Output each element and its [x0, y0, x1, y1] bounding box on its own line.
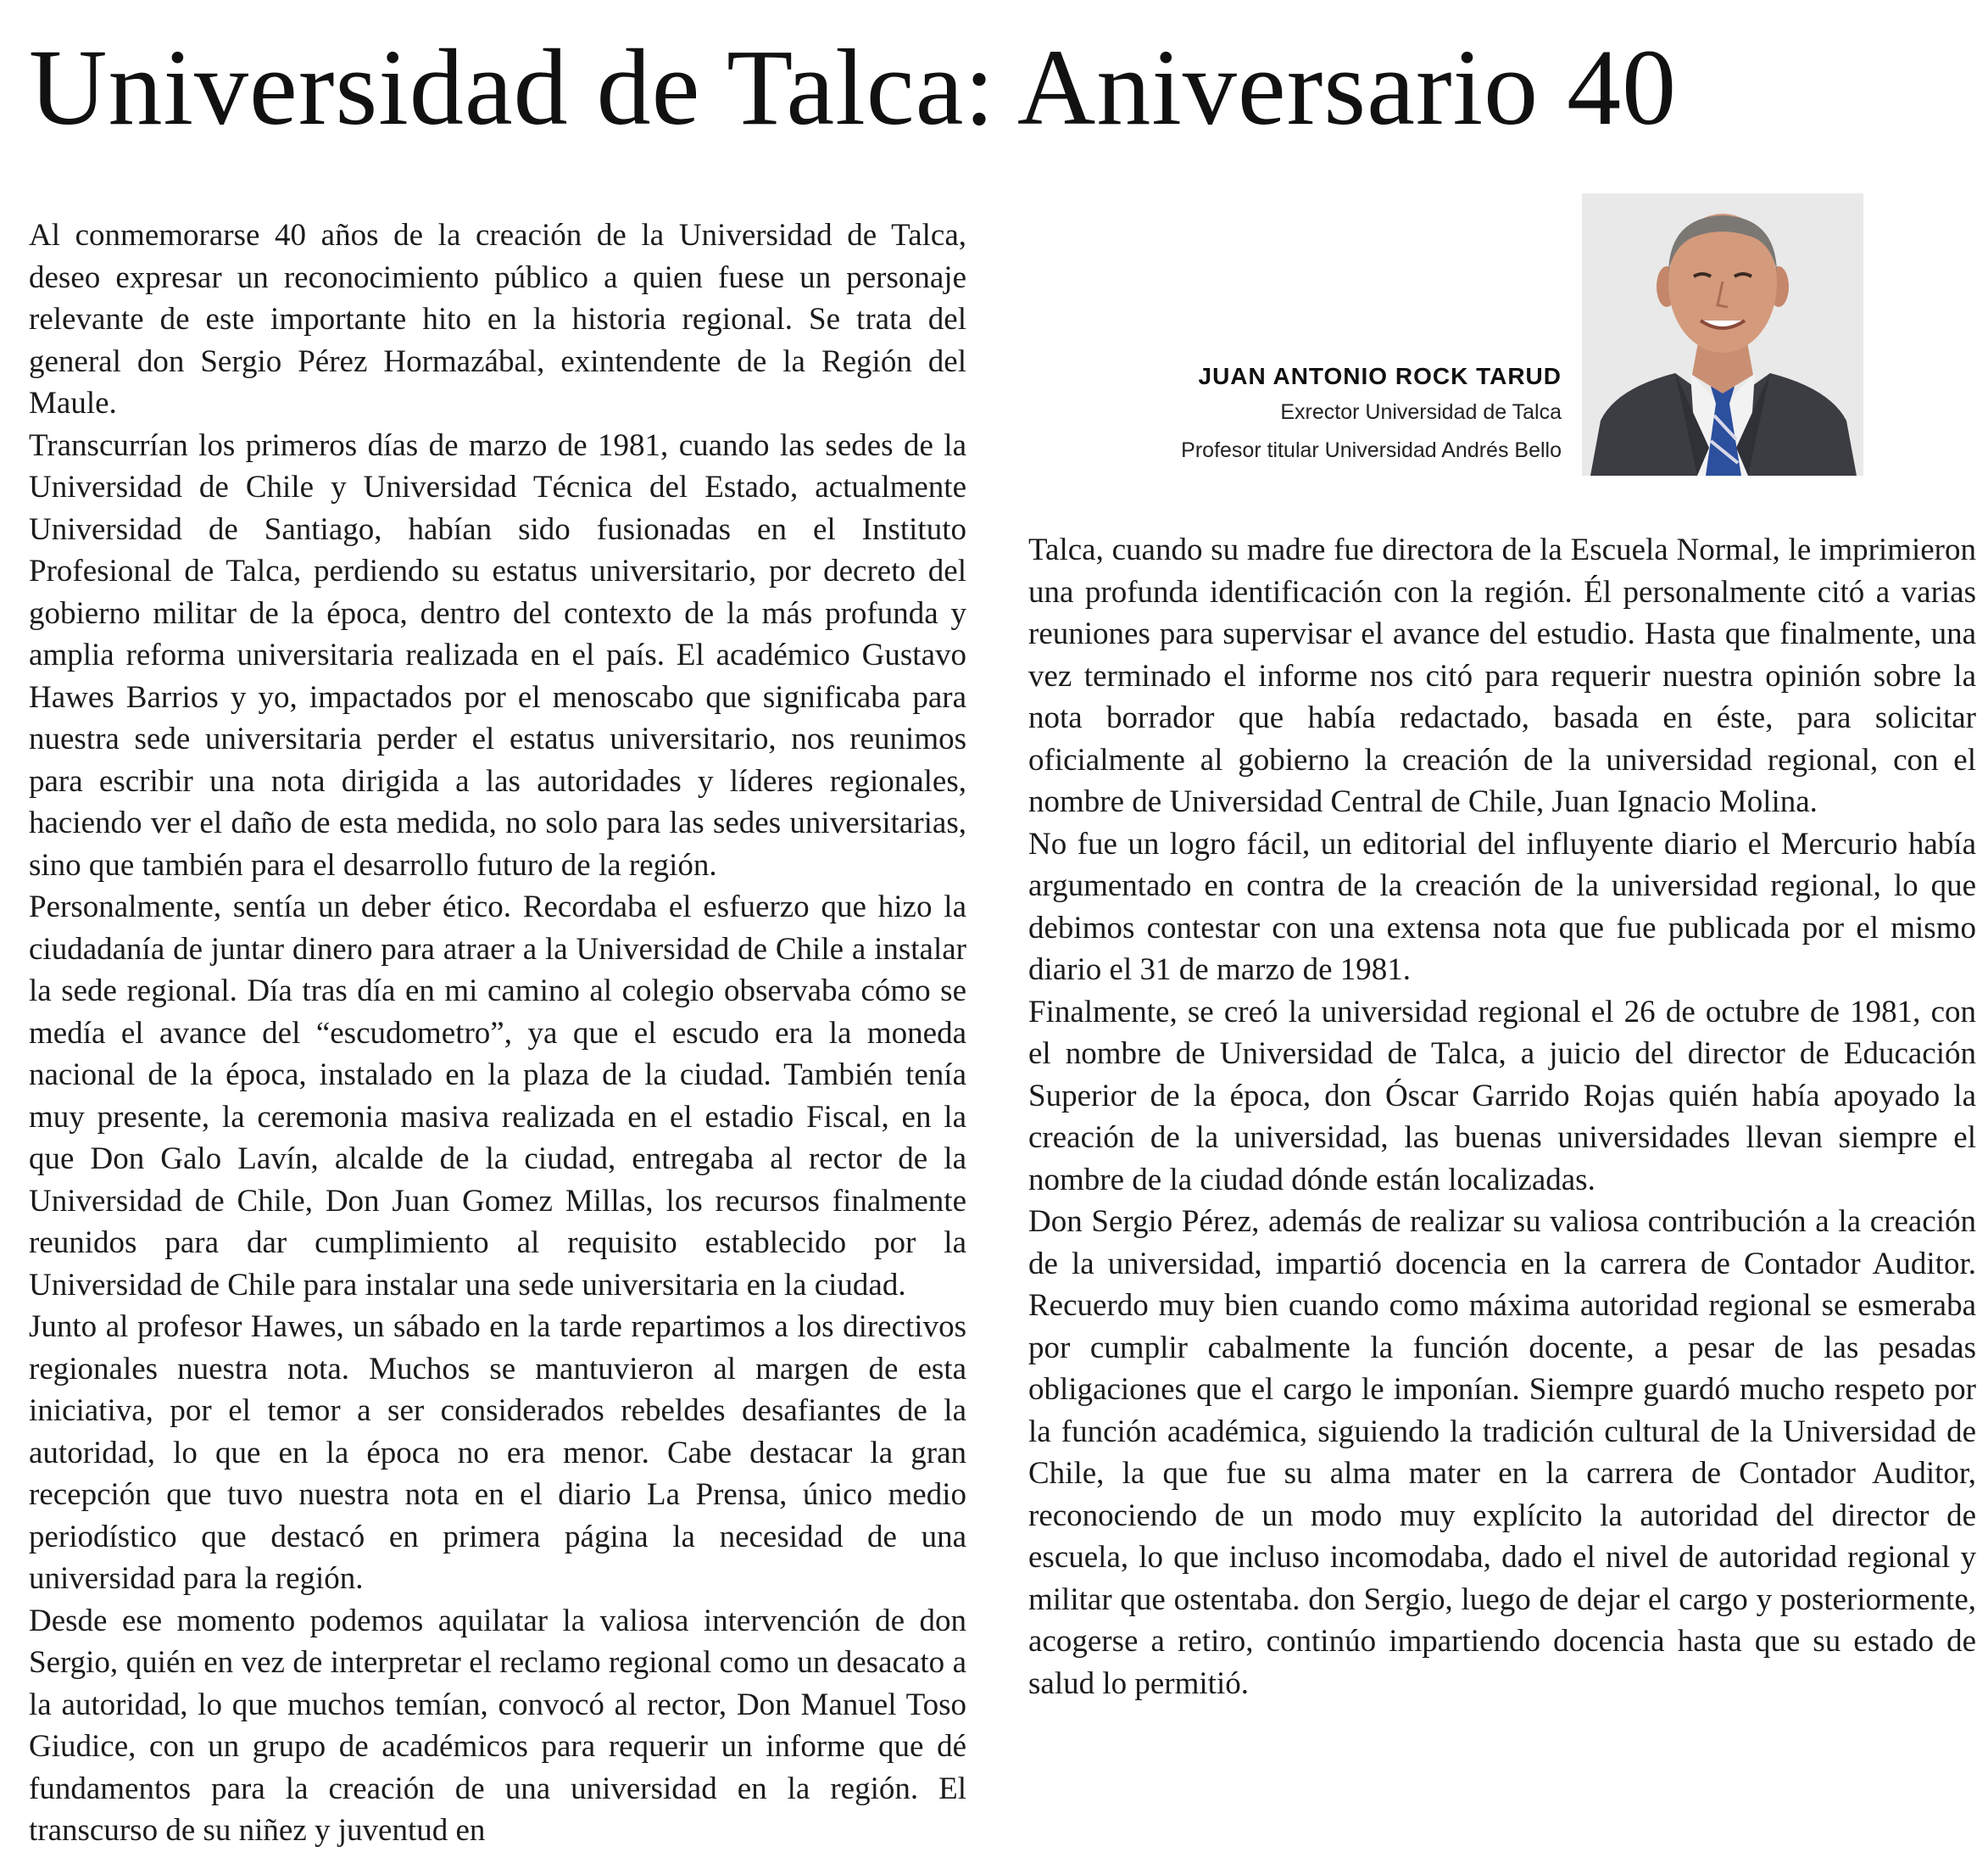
author-role-1: Exrector Universidad de Talca	[1280, 400, 1562, 424]
paragraph: Personalmente, sentía un deber ético. Recordaba el esfuerzo que hizo la ciudadanía de juntar dinero para atraer a la Universidad de Chile a instalar la sede regional. Día tras día en mi camino al colegio observaba cómo se medía el avance del “escudometro”, ya que el escudo era la moneda nacional de la época, instalado en la plaza de la ciudad. También tenía muy presente, la ceremonia masiva realizada en el estadio Fiscal, en la que Don Galo Lavín, alcalde de la ciudad, entregaba al rector de la Universidad de Chile, Don Juan Gomez Millas, los recursos finalmente reunidos para dar cumplimiento al requisito establecido por la Universidad de Chile para instalar una sede universitaria en la ciudad.	[29, 890, 966, 1303]
article-column-right	[1028, 529, 1976, 1704]
paragraph: Desde ese momento podemos aquilatar la valiosa intervención de don Sergio, quién en vez de interpretar el reclamo regional como un desacato a la autoridad, lo que muchos temían, convocó al rector, Don Manuel Toso Giudice, con un grupo de académicos para requerir un informe que dé fundamentos para la creación de una universidad en la región. El transcurso de su niñez y juventud en	[29, 1603, 966, 1848]
paragraph: Don Sergio Pérez, además de realizar su valiosa contribución a la creación de la universidad, impartió docencia en la carrera de Contador Auditor. Recuerdo muy bien cuando como máxima autoridad regional se esmeraba por cumplir cabalmente la función docente, a pesar de las pesadas obligaciones que el cargo le imponían. Siempre guardó mucho respeto por la función académica, siguiendo la tradición cultural de la Universidad de Chile, la que fue su alma mater en la carrera de Contador Auditor, reconociendo de un modo muy explícito la autoridad del director de escuela, lo que incluso incomodaba, dado el nivel de autoridad regional y militar que ostentaba. don Sergio, luego de dejar el cargo y posteriormente, acogerse a retiro, continúo impartiendo docencia hasta que su estado de salud lo permitió.	[1028, 1204, 1976, 1701]
author-role-2: Profesor titular Universidad Andrés Bello	[1181, 438, 1562, 462]
author-name: JUAN ANTONIO ROCK TARUD	[1198, 363, 1562, 389]
author-byline	[1017, 360, 1562, 470]
headline: Universidad de Talca: Aniversario 40	[29, 27, 1678, 148]
paragraph: Transcurrían los primeros días de marzo de 1981, cuando las sedes de la Universidad de Chile y Universidad Técnica del Estado, actualmente Universidad de Santiago, habían sido fusionadas en el Instituto Profesional de Talca, perdiendo su estatus universitario, por decreto del gobierno militar de la época, dentro del contexto de la más profunda y amplia reforma universitaria realizada en el país. El académico Gustavo Hawes Barrios y yo, impactados por el menoscabo que significaba para nuestra sede universitaria perder el estatus universitario, nos reunimos para escribir una nota dirigida a las autoridades y líderes regionales, haciendo ver el daño de esta medida, no solo para las sedes universitarias, sino que también para el desarrollo futuro de la región.	[29, 427, 966, 883]
paragraph: Finalmente, se creó la universidad regional el 26 de octubre de 1981, con el nombre de Universidad de Talca, a juicio del director de Educación Superior de la época, don Óscar Garrido Rojas quién había apoyado la creación de la universidad, las buenas universidades llevan siempre el nombre de la ciudad dónde están localizadas.	[1028, 994, 1976, 1197]
paragraph: Talca, cuando su madre fue directora de la Escuela Normal, le imprimieron una profunda identificación con la región. Él personalmente citó a varias reuniones para supervisar el avance del estudio. Hasta que finalmente, una vez terminado el informe nos citó para requerir nuestra opinión sobre la nota borrador que había redactado, basada en éste, para solicitar oficialmente al gobierno la creación de la universidad regional, con el nombre de Universidad Central de Chile, Juan Ignacio Molina.	[1028, 533, 1976, 819]
author-photo	[1582, 193, 1863, 476]
paragraph: Junto al profesor Hawes, un sábado en la tarde repartimos a los directivos regionales nuestra nota. Muchos se mantuvieron al margen de esta iniciativa, por el temor a ser considerados rebeldes desafiantes de la autoridad, lo que en la época no era menor. Cabe destacar la gran recepción que tuvo nuestra nota en el diario La Prensa, único medio periodístico que destacó en primera página la necesidad de una universidad para la región.	[29, 1309, 966, 1596]
article-column-left	[29, 215, 966, 1852]
paragraph: Al conmemorarse 40 años de la creación de la Universidad de Talca, deseo expresar un reconocimiento público a quien fuese un personaje relevante de este importante hito en la historia regional. Se trata del general don Sergio Pérez Hormazábal, exintendente de la Región del Maule.	[29, 218, 966, 421]
paragraph: No fue un logro fácil, un editorial del influyente diario el Mercurio había argumentado en contra de la creación de la universidad regional, lo que debimos contestar con una extensa nota que fue publicada por el mismo diario el 31 de marzo de 1981.	[1028, 826, 1976, 987]
